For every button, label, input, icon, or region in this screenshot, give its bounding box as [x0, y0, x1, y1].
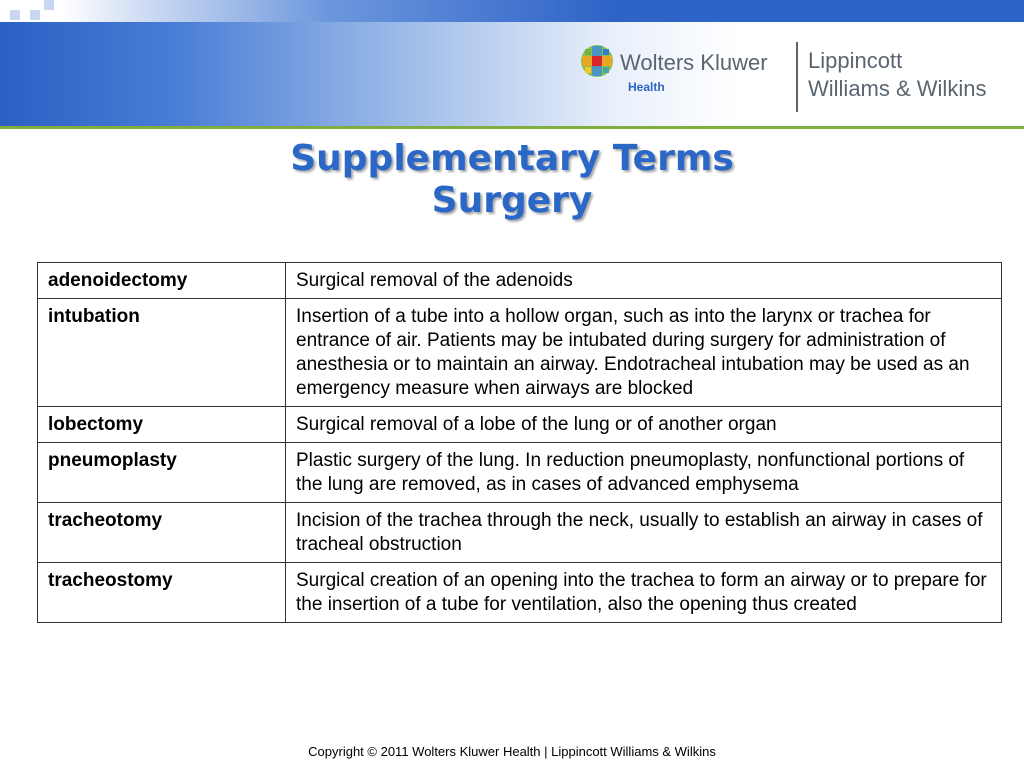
- term-cell: intubation: [38, 299, 286, 407]
- brand-primary-text: Wolters Kluwer: [620, 50, 768, 75]
- terms-table: [37, 262, 1002, 623]
- brand-secondary-line1: Lippincott: [808, 48, 903, 73]
- definition-cell: Surgical removal of a lobe of the lung or of another organ: [286, 407, 1002, 443]
- term-cell: lobectomy: [38, 407, 286, 443]
- definition-cell: Insertion of a tube into a hollow organ, such as into the larynx or trachea for entrance of air. Patients may be intubated during surgery for administration of anesthesia or to maintain an airway. Endotracheal intubation may be used as an emergency measure when airways are blocked: [286, 299, 1002, 407]
- term-cell: tracheostomy: [38, 563, 286, 623]
- brand-secondary-line2: Williams & Wilkins: [808, 76, 987, 101]
- copyright-footer: Copyright © 2011 Wolters Kluwer Health | Lippincott Williams & Wilkins: [308, 744, 716, 759]
- slide-title-line1: Supplementary Terms: [290, 138, 734, 179]
- table-row: [38, 263, 1002, 299]
- table-row: [38, 443, 1002, 503]
- decorative-square: [30, 10, 40, 20]
- term-cell: tracheotomy: [38, 503, 286, 563]
- logo-divider: [796, 42, 798, 112]
- table-row: [38, 299, 1002, 407]
- wolters-kluwer-logo-icon: [580, 44, 614, 78]
- decorative-square: [0, 0, 10, 10]
- slide-title: [0, 138, 1024, 222]
- definition-cell: Incision of the trachea through the neck, usually to establish an airway in cases of tracheal obstruction: [286, 503, 1002, 563]
- definition-cell: Surgical creation of an opening into the trachea to form an airway or to prepare for the insertion of a tube for ventilation, also the opening thus created: [286, 563, 1002, 623]
- publisher-logo: [580, 40, 1020, 114]
- definition-cell: Surgical removal of the adenoids: [286, 263, 1002, 299]
- table-row: [38, 503, 1002, 563]
- slide-title-line2: Surgery: [431, 180, 593, 221]
- decorative-square: [44, 0, 54, 10]
- term-cell: adenoidectomy: [38, 263, 286, 299]
- term-cell: pneumoplasty: [38, 443, 286, 503]
- table-row: [38, 563, 1002, 623]
- definition-cell: Plastic surgery of the lung. In reduction pneumoplasty, nonfunctional portions of the lung are removed, as in cases of advanced emphysema: [286, 443, 1002, 503]
- table-row: [38, 407, 1002, 443]
- decorative-square: [10, 10, 20, 20]
- decorative-square: [20, 0, 30, 10]
- brand-sub-text: Health: [628, 80, 665, 94]
- header-top-strip: [0, 0, 1024, 22]
- header-green-line: [0, 126, 1024, 129]
